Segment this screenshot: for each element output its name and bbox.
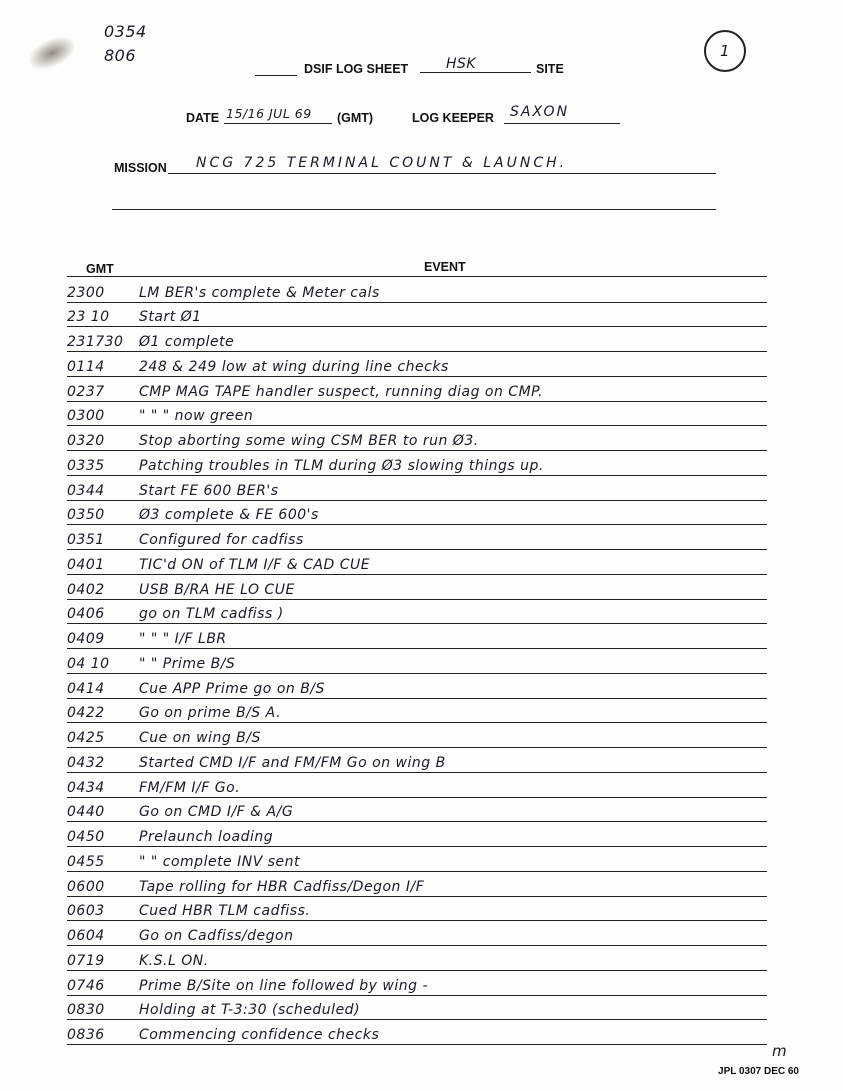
table-row [67, 575, 767, 600]
row-gmt: 0414 [67, 680, 105, 697]
row-event: Patching troubles in TLM during Ø3 slowing things up. [139, 457, 544, 474]
top-notes [104, 20, 147, 68]
row-event: " " " now green [139, 408, 254, 425]
row-event: Cued HBR TLM cadfiss. [139, 903, 311, 920]
row-event: K.S.L ON. [139, 952, 209, 969]
row-gmt: 0409 [67, 631, 105, 648]
row-gmt: 0603 [67, 903, 105, 920]
row-event: Stop aborting some wing CSM BER to run Ø3. [139, 433, 479, 450]
table-row [67, 625, 767, 650]
row-event: 248 & 249 low at wing during line checks [139, 358, 449, 375]
top-note-1: 0354 [104, 22, 147, 41]
row-event: CMP MAG TAPE handler suspect, running diag on CMP. [139, 383, 544, 400]
row-gmt: 0344 [67, 482, 105, 499]
row-event: Ø1 complete [139, 334, 235, 351]
row-gmt: 0300 [67, 408, 105, 425]
row-event: Holding at T-3:30 (scheduled) [139, 1002, 361, 1019]
table-row [67, 1021, 767, 1046]
row-gmt: 0600 [67, 878, 105, 895]
mission-line [168, 173, 716, 174]
table-row [67, 476, 767, 501]
row-event: Start FE 600 BER's [139, 482, 279, 499]
row-gmt: 0746 [67, 977, 105, 994]
table-row [67, 526, 767, 551]
log-sheet-prefix-line [255, 75, 297, 76]
row-gmt: 0422 [67, 705, 105, 722]
row-gmt: 0830 [67, 1002, 105, 1019]
row-gmt: 0401 [67, 556, 105, 573]
row-gmt: 04 10 [67, 655, 110, 672]
row-gmt: 23 10 [67, 309, 110, 326]
row-event: " " " I/F LBR [139, 631, 227, 648]
row-gmt: 0114 [67, 358, 105, 375]
site-label: SITE [536, 62, 564, 76]
site-line [420, 72, 531, 73]
row-gmt: 0440 [67, 804, 105, 821]
table-row [67, 922, 767, 947]
mission-label: MISSION [114, 161, 167, 175]
row-event: Go on prime B/S A. [139, 705, 281, 722]
date-line [224, 123, 332, 124]
row-event: " " Prime B/S [139, 655, 236, 672]
col-gmt-header: GMT [86, 262, 114, 276]
table-row [67, 823, 767, 848]
table-row [67, 303, 767, 328]
row-event: LM BER's complete & Meter cals [139, 284, 380, 301]
table-row [67, 847, 767, 872]
table-row [67, 748, 767, 773]
row-gmt: 0351 [67, 532, 105, 549]
row-gmt: 0237 [67, 383, 105, 400]
row-event: " " complete INV sent [139, 853, 301, 870]
row-event: Start Ø1 [139, 309, 202, 326]
row-event: Go on CMD I/F & A/G [139, 804, 294, 821]
row-gmt: 0719 [67, 952, 105, 969]
log-keeper-value: SAXON [510, 104, 570, 120]
table-row [67, 724, 767, 749]
table-row [67, 451, 767, 476]
row-gmt: 0425 [67, 730, 105, 747]
table-row [67, 328, 767, 353]
mission-line-2 [112, 209, 716, 210]
row-event: Prelaunch loading [139, 829, 274, 846]
page-number: 1 [704, 30, 746, 72]
gmt-label: (GMT) [337, 111, 374, 125]
row-event: Cue APP Prime go on B/S [139, 680, 325, 697]
row-gmt: 0836 [67, 1027, 105, 1044]
table-row [67, 278, 767, 303]
mission-value: NCG 725 TERMINAL COUNT & LAUNCH. [196, 155, 568, 171]
table-row [67, 971, 767, 996]
col-event-header: EVENT [424, 260, 466, 274]
table-row [67, 352, 767, 377]
table-row [67, 649, 767, 674]
row-event: Started CMD I/F and FM/FM Go on wing B [139, 754, 446, 771]
row-gmt: 0450 [67, 829, 105, 846]
table-row [67, 773, 767, 798]
table-row [67, 377, 767, 402]
row-gmt: 0455 [67, 853, 105, 870]
row-event: Cue on wing B/S [139, 730, 261, 747]
row-event: Ø3 complete & FE 600's [139, 507, 319, 524]
table-row [67, 946, 767, 971]
table-row [67, 402, 767, 427]
row-event: Tape rolling for HBR Cadfiss/Degon I/F [139, 878, 425, 895]
table-row [67, 872, 767, 897]
date-value: 15/16 JUL 69 [226, 106, 312, 121]
row-rule [67, 1044, 767, 1045]
row-event: USB B/RA HE LO CUE [139, 581, 295, 598]
table-row [67, 699, 767, 724]
row-event: Commencing confidence checks [139, 1027, 380, 1044]
ink-smudge [25, 31, 79, 75]
row-gmt: 0604 [67, 928, 105, 945]
table-row [67, 550, 767, 575]
table-row [67, 600, 767, 625]
table-row [67, 798, 767, 823]
corner-scribble: m [772, 1042, 788, 1060]
date-label: DATE [186, 111, 220, 125]
top-note-2: 806 [104, 46, 137, 65]
row-gmt: 0335 [67, 457, 105, 474]
row-event: Go on Cadfiss/degon [139, 928, 294, 945]
row-gmt: 0432 [67, 754, 105, 771]
table-row [67, 427, 767, 452]
row-gmt: 0406 [67, 606, 105, 623]
row-gmt: 0402 [67, 581, 105, 598]
table-row [67, 996, 767, 1021]
row-event: Prime B/Site on line followed by wing - [139, 977, 429, 994]
site-value: HSK [446, 56, 477, 72]
table-row [67, 897, 767, 922]
row-gmt: 0434 [67, 779, 105, 796]
table-top-rule [67, 276, 767, 277]
row-event: Configured for cadfiss [139, 532, 304, 549]
row-event: FM/FM I/F Go. [139, 779, 241, 796]
form-id: JPL 0307 DEC 60 [718, 1066, 799, 1077]
log-keeper-line [504, 123, 620, 124]
table-row [67, 501, 767, 526]
row-gmt: 231730 [67, 334, 124, 351]
row-gmt: 0350 [67, 507, 105, 524]
row-gmt: 2300 [67, 284, 105, 301]
row-event: TIC'd ON of TLM I/F & CAD CUE [139, 556, 371, 573]
table-row [67, 674, 767, 699]
log-sheet-label: DSIF LOG SHEET [304, 62, 409, 76]
row-event: go on TLM cadfiss ) [139, 606, 284, 623]
log-keeper-label: LOG KEEPER [412, 111, 494, 125]
row-gmt: 0320 [67, 433, 105, 450]
